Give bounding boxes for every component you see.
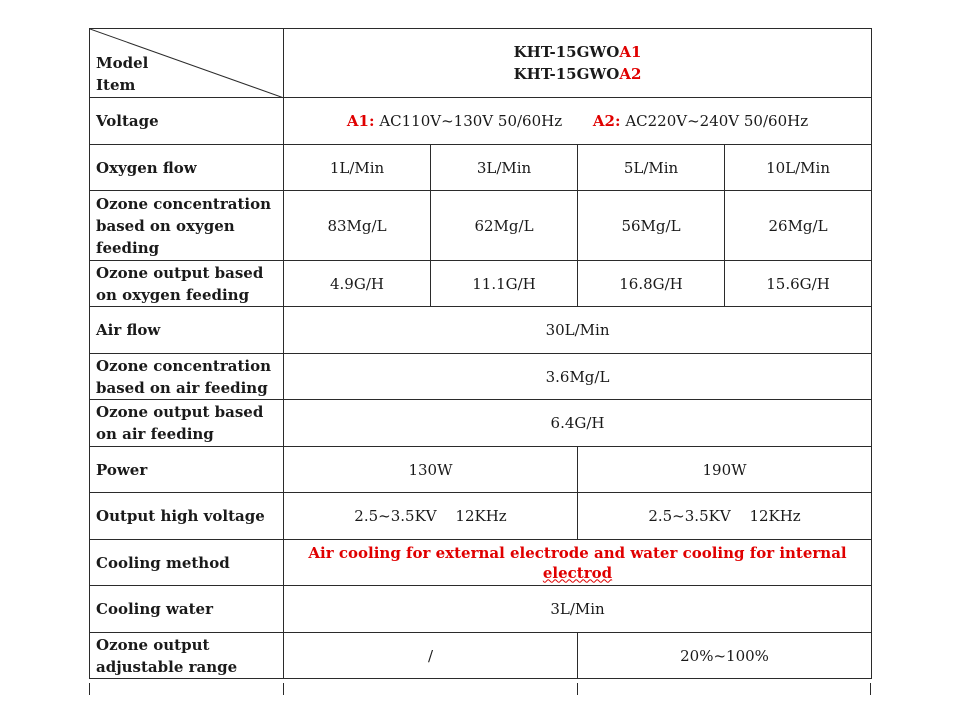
table-continuation-stub (89, 683, 871, 703)
ozone-output-oxygen-value: 4.9G/H (284, 261, 431, 307)
a2-voltage: AC220V~240V 50/60Hz (625, 112, 809, 130)
cooling-method-label: Cooling method (90, 540, 284, 586)
ozone-output-oxygen-label: Ozone output based on oxygen feeding (90, 261, 284, 307)
ozone-output-oxygen-row (90, 261, 872, 307)
a2-kv-value: 2.5~3.5KV (648, 507, 731, 525)
a1-freq-value: 12KHz (455, 507, 507, 525)
power-label: Power (90, 447, 284, 493)
ozone-output-oxygen-value: 11.1G/H (431, 261, 578, 307)
ozone-concentration-oxygen-value: 83Mg/L (284, 191, 431, 261)
ozone-concentration-oxygen-value: 26Mg/L (725, 191, 872, 261)
ozone-concentration-oxygen-value: 56Mg/L (578, 191, 725, 261)
oxygen-flow-value: 1L/Min (284, 145, 431, 191)
ozone-output-air-row (90, 400, 872, 447)
power-row (90, 447, 872, 493)
adjustable-range-a1-value: / (284, 633, 578, 679)
adjustable-range-row (90, 633, 872, 679)
header-row (90, 29, 872, 98)
ozone-output-oxygen-value: 16.8G/H (578, 261, 725, 307)
ozone-output-air-label: Ozone output based on air feeding (90, 400, 284, 447)
adjustable-range-label: Ozone output adjustable range (90, 633, 284, 679)
power-a1-value: 130W (284, 447, 578, 493)
cooling-water-value: 3L/Min (284, 586, 872, 633)
ozone-output-air-value: 6.4G/H (284, 400, 872, 447)
a2-freq-value: 12KHz (749, 507, 801, 525)
air-flow-row (90, 307, 872, 354)
output-high-voltage-a2-cell (578, 493, 872, 540)
model-item-header-cell (90, 29, 284, 98)
cooling-water-label: Cooling water (90, 586, 284, 633)
model-name-a1: KHT-15GWOA1 (513, 43, 642, 61)
oxygen-flow-label: Oxygen flow (90, 145, 284, 191)
item-header-label: Item (96, 76, 136, 94)
ozone-concentration-oxygen-value: 62Mg/L (431, 191, 578, 261)
ozone-concentration-air-row (90, 354, 872, 400)
model-names-cell (284, 29, 872, 98)
model-header-label: Model (96, 54, 149, 72)
output-high-voltage-a1-cell (284, 493, 578, 540)
a1-voltage: AC110V~130V 50/60Hz (379, 112, 563, 130)
model-name-a2: KHT-15GWOA2 (513, 65, 642, 83)
air-flow-label: Air flow (90, 307, 284, 354)
oxygen-flow-value: 5L/Min (578, 145, 725, 191)
stub-line (89, 683, 90, 695)
ozone-concentration-oxygen-row (90, 191, 872, 261)
voltage-row (90, 98, 872, 145)
output-high-voltage-label: Output high voltage (90, 493, 284, 540)
stub-line (577, 683, 578, 695)
ozone-concentration-air-value: 3.6Mg/L (284, 354, 872, 400)
ozone-output-oxygen-value: 15.6G/H (725, 261, 872, 307)
cooling-water-row (90, 586, 872, 633)
power-a2-value: 190W (578, 447, 872, 493)
adjustable-range-a2-value: 20%~100% (578, 633, 872, 679)
ozone-concentration-oxygen-label: Ozone concentration based on oxygen feeding (90, 191, 284, 261)
cooling-method-line-2: electrod (542, 563, 613, 582)
oxygen-flow-row (90, 145, 872, 191)
cooling-method-value-cell (284, 540, 872, 586)
cooling-method-row (90, 540, 872, 586)
stub-line (870, 683, 871, 695)
output-high-voltage-row (90, 493, 872, 540)
a1-tag: A1: (346, 112, 375, 130)
a1-kv-value: 2.5~3.5KV (354, 507, 437, 525)
oxygen-flow-value: 10L/Min (725, 145, 872, 191)
stub-line (283, 683, 284, 695)
oxygen-flow-value: 3L/Min (431, 145, 578, 191)
voltage-value-cell (284, 98, 872, 145)
cooling-method-line-1: Air cooling for external electrode and water cooling for internal (308, 543, 847, 562)
voltage-label: Voltage (90, 98, 284, 145)
air-flow-value: 30L/Min (284, 307, 872, 354)
specification-table (89, 28, 872, 679)
ozone-concentration-air-label: Ozone concentration based on air feeding (90, 354, 284, 400)
a2-tag: A2: (592, 112, 621, 130)
